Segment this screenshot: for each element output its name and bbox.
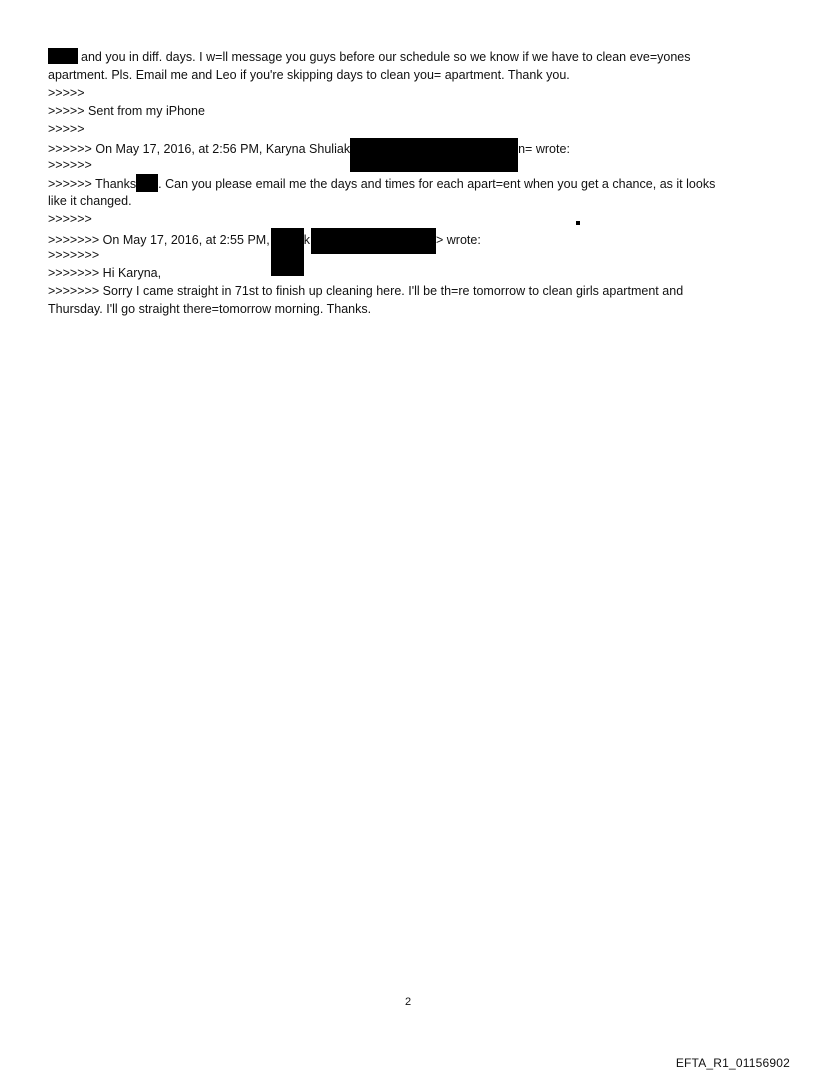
email-header-text: > wrote: — [435, 233, 481, 247]
quote-marker: >>>>> — [48, 122, 85, 136]
quote-marker: >>>>>> — [48, 212, 92, 226]
email-header-text: >>>>>> On May 17, 2016, at 2:56 PM, Karyna Shuliak — [48, 142, 351, 156]
quote-marker: >>>>>>> — [48, 248, 100, 262]
email-text: Thursday. I'll go straight there=tomorrow morning. Thanks. — [48, 302, 372, 316]
email-line-2 — [48, 66, 768, 84]
email-line-12 — [48, 246, 768, 264]
email-line-3 — [48, 84, 768, 102]
email-body — [48, 48, 768, 318]
email-text: >>>>> Sent from my iPhone — [48, 104, 205, 118]
email-line-8 — [48, 174, 768, 192]
email-text: like it changed. — [48, 194, 132, 208]
page-number: 2 — [404, 996, 412, 1008]
email-line-4 — [48, 102, 768, 120]
email-text: and you in diff. days. I w=ll message you guys before our schedule so we know if we have to clean eve=yones — [81, 50, 691, 64]
redaction-block — [136, 174, 158, 192]
email-text: >>>>>>> Hi Karyna, — [48, 266, 162, 280]
email-header-text: k — [303, 233, 310, 247]
email-text: >>>>>>> Sorry I came straight in 71st to finish up cleaning here. I'll be th=re tomorrow to clean girls apartment and — [48, 284, 684, 298]
email-line-10 — [48, 210, 768, 228]
email-line-1 — [48, 48, 768, 66]
email-text: . Can you please email me the days and times for each apart=ent when you get a chance, as it looks — [158, 177, 716, 191]
email-header-text: n= wrote: — [518, 142, 570, 156]
quote-marker: >>>>> — [48, 86, 85, 100]
email-line-13 — [48, 264, 768, 282]
scan-artifact-dot — [576, 221, 580, 225]
email-line-14 — [48, 282, 768, 300]
email-text: >>>>>> Thanks — [48, 177, 137, 191]
email-line-9 — [48, 192, 768, 210]
email-text: apartment. Pls. Email me and Leo if you're skipping days to clean you= apartment. Thank you. — [48, 68, 570, 82]
email-line-15 — [48, 300, 768, 318]
document-id: EFTA_R1_01156902 — [675, 1056, 790, 1070]
email-line-6 — [48, 138, 768, 156]
quote-marker: >>>>>> — [48, 158, 92, 172]
email-line-5 — [48, 120, 768, 138]
email-line-11 — [48, 228, 768, 246]
email-header-text: >>>>>>> On May 17, 2016, at 2:55 PM, — [48, 233, 270, 247]
redaction-block — [48, 48, 78, 64]
email-line-7 — [48, 156, 768, 174]
